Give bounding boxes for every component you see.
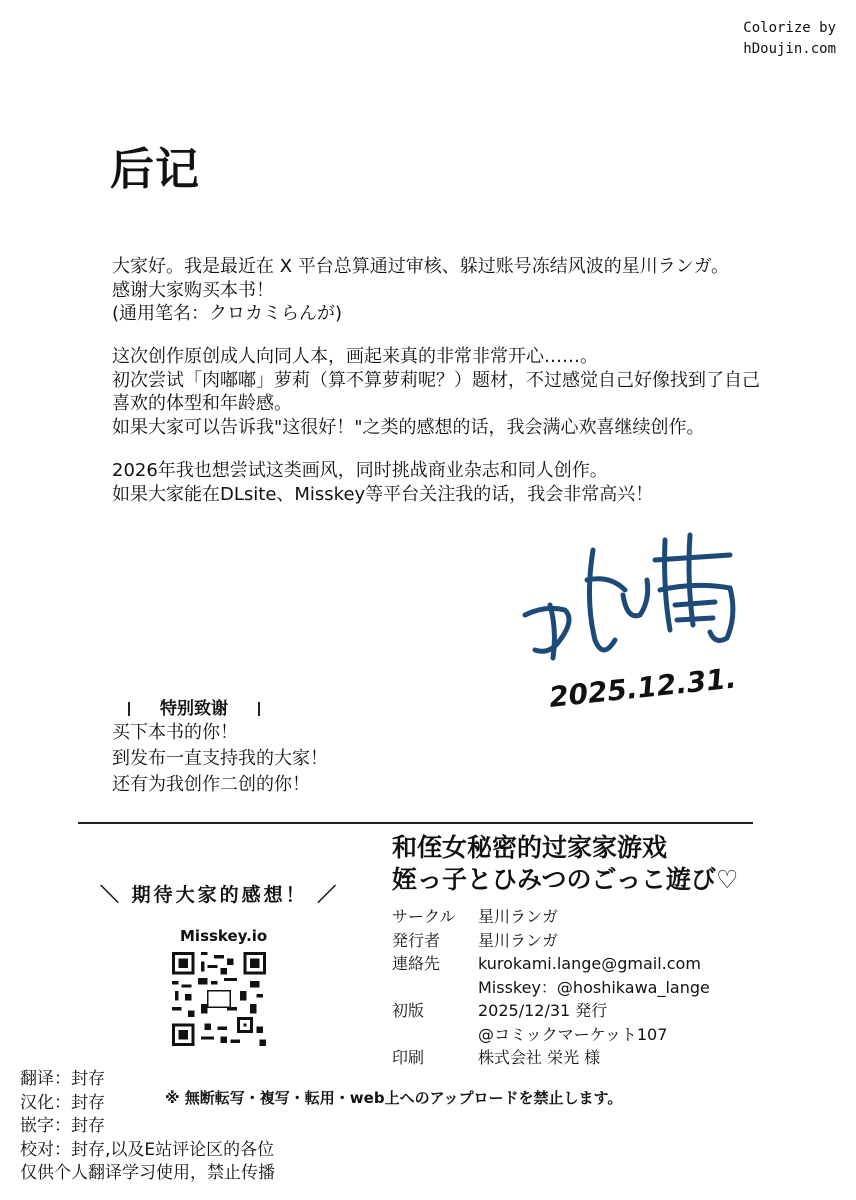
colophon-key: 連絡先 (392, 954, 441, 973)
book-title-japanese: 姪っ子とひみつのごっこ遊び (392, 865, 717, 894)
colophon-row (392, 1046, 710, 1070)
colophon-row (392, 976, 710, 1000)
colophon-row (392, 905, 710, 929)
colophon-row (392, 999, 710, 1023)
list-item: 买下本书的你！ (112, 722, 238, 743)
divider-bar (128, 702, 130, 716)
credit-line: 仅供个人翻译学习使用，禁止传播 (20, 1163, 275, 1183)
paragraph-line: 这次创作原创成人向同人本，画起来真的非常非常开心……。 (112, 346, 598, 367)
list-item: 到发布一直支持我的大家！ (112, 748, 328, 769)
colophon-row (392, 929, 710, 953)
colophon (392, 905, 710, 1070)
colophon-key: 印刷 (392, 1048, 425, 1067)
paragraph-line: 喜欢的体型和年龄感。 (112, 393, 292, 414)
paragraph-2 (112, 345, 760, 439)
colophon-value: 株式会社 栄光 様 (478, 1048, 601, 1067)
paragraph-line: 初次尝试「肉嘟嘟」萝莉（算不算萝莉呢？）题材，不过感觉自己好像找到了自己 (112, 369, 760, 391)
paragraph-line: 感谢大家购买本书！ (112, 279, 274, 301)
author-signature (515, 520, 765, 720)
feedback-request: ＼ 期待大家的感想！ ／ (100, 884, 340, 906)
credit-line: 翻译：封存 (20, 1069, 105, 1089)
book-title-chinese: 和侄女秘密的过家家游戏 (392, 833, 668, 862)
colophon-key (392, 976, 478, 1000)
special-thanks-list (112, 720, 328, 798)
misskey-qr-code[interactable] (172, 952, 266, 1046)
copyright-notice: ※ 無断転写・複写・転用・web上へのアップロードを禁止します。 (165, 1089, 623, 1107)
signature-date: 2025.12.31. (547, 661, 738, 714)
paragraph-1 (112, 255, 729, 326)
credit-line: 汉化：封存 (20, 1092, 105, 1113)
colophon-row (392, 952, 710, 976)
translation-credits (20, 1068, 275, 1186)
colophon-value: 星川ランガ (478, 930, 559, 950)
colophon-key: 発行者 (392, 930, 441, 950)
special-thanks-title: 特别致谢 (160, 699, 228, 719)
colophon-value: 星川ランガ (478, 907, 559, 926)
divider-bar (258, 702, 260, 716)
colorize-credit (743, 18, 836, 60)
book-title (392, 832, 738, 896)
paragraph-line: 2026年我也想尝试这类画风，同时挑战商业杂志和同人创作。 (112, 460, 608, 481)
list-item: 还有为我创作二创的你！ (112, 774, 310, 795)
page-title: 后记 (110, 144, 200, 195)
colophon-value: @コミックマーケット107 (478, 1024, 668, 1044)
colorize-line-2: hDoujin.com (743, 41, 836, 57)
misskey-label: Misskey.io (180, 927, 268, 945)
paragraph-line: 如果大家能在DLsite、Misskey等平台关注我的话，我会非常高兴！ (112, 483, 654, 505)
colophon-key (392, 1023, 478, 1047)
colophon-value: 2025/12/31 発行 (478, 1001, 608, 1020)
section-divider (78, 822, 753, 824)
paragraph-line: 如果大家可以告诉我"这很好！"之类的感想的话，我会满心欢喜继续创作。 (112, 416, 705, 438)
special-thanks-heading (120, 694, 268, 719)
colophon-key: サークル (392, 907, 456, 926)
heart-icon: ♡ (716, 865, 739, 894)
colophon-key: 初版 (392, 1001, 425, 1020)
credit-line: 校对：封存,以及E站评论区的各位 (20, 1139, 275, 1160)
paragraph-line: 大家好。我是最近在 X 平台总算通过审核、躲过账号冻结风波的星川ランガ。 (112, 256, 730, 277)
colorize-line-1: Colorize by (743, 20, 836, 36)
contact-email: kurokami.lange@gmail.com (478, 954, 701, 973)
colophon-row (392, 1023, 710, 1047)
contact-misskey: Misskey：@hoshikawa_lange (478, 977, 710, 997)
credit-line: 嵌字：封存 (20, 1116, 105, 1136)
paragraph-3 (112, 459, 653, 506)
paragraph-line: (通用笔名：クロカミらんが) (112, 303, 343, 324)
